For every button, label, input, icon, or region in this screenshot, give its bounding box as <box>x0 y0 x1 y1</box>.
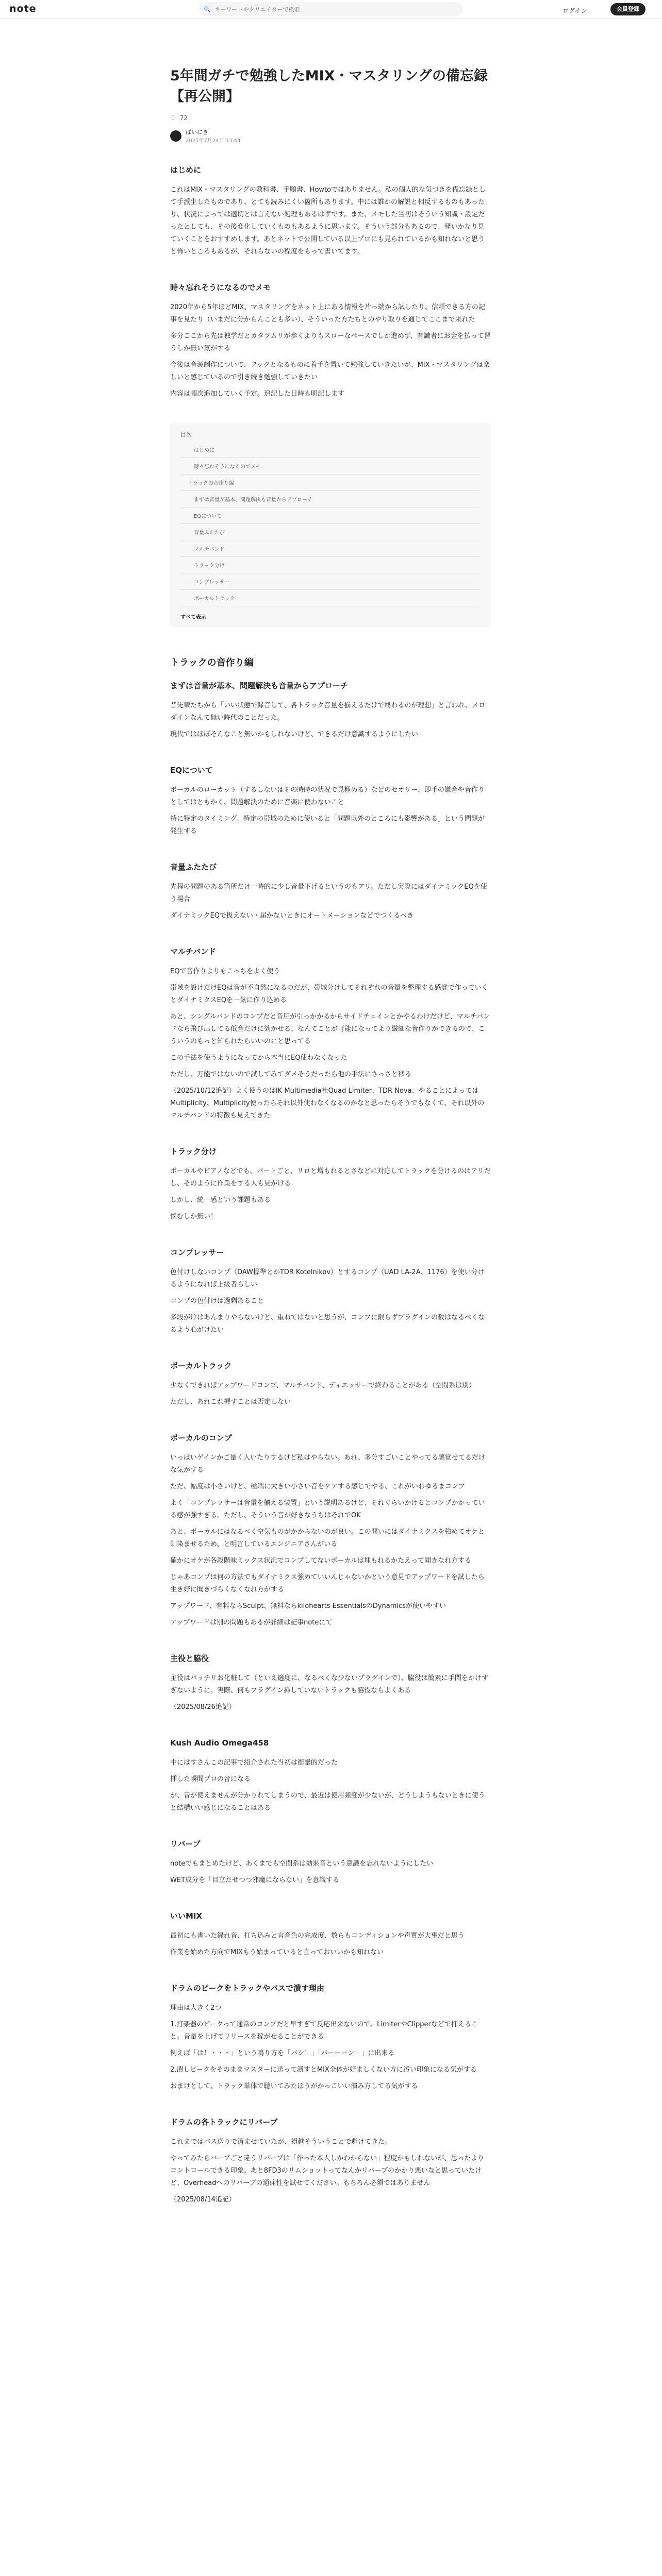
toc-title: 目次 <box>180 431 192 438</box>
toc-item[interactable]: トラックの音作り編 <box>180 474 481 491</box>
subsection-heading: いいMIX <box>170 1911 203 1921</box>
toc-item[interactable]: マルチバンド <box>180 540 481 557</box>
why-line: 今後は音源制作について、フックとなるものに着手を置いて勉強していきたいが、MIX・マスタリングは楽しいと感じているので引き続き勉強していきたい <box>170 361 490 381</box>
search-box[interactable] <box>198 2 462 16</box>
toc-show-all-button[interactable]: すべて表示 <box>180 615 206 620</box>
paragraph: ただ、幅度は小さいけど、極端に大きい小さい音をケアする感じでやる、これがいわゆるまコンプ <box>170 1483 466 1490</box>
paragraph: 作業を始めた方向でMIXもう始まっていると言っておいいかも知れない <box>170 1948 384 1956</box>
publish-date: 2025年7月24日 13:44 <box>186 138 241 144</box>
subsection-heading: まずは音量が基本、問題解決も音量からアプローチ <box>170 681 349 690</box>
paragraph: あと、シングルバンドのコンプだと音圧が引っかかるからサイドチェインとかやるわけだけど、マルチバンドなら飛び出してる低音だけに効かせる、なんてことが可能になってより繊細な音作りができるので、こういうのもっと知られたらいいのにと思ってる <box>170 1013 490 1045</box>
paragraph: 主役はバッチリお化粧して（といえ適度に、なるべくな少ないプラグインで）、脇役は簡素に手間をかけすぎないように。実際、何もプラグイン挿していないトラックも脇役ならよくある <box>170 1674 488 1694</box>
paragraph: 挿した瞬間プロの音になる <box>170 1775 251 1783</box>
paragraph: あと、ボーカルにはなるべく空気ものがかからないのが良い。この問いにはダイナミクスを強めてオケと馴染ませるため、と明言しているエンジニアさんがいる <box>170 1528 485 1548</box>
paragraph: アップワード、有料ならSculpt、無料ならkilohearts EssentialsのDynamicsが使いやすい <box>170 1602 446 1610</box>
why-line: 2020年から5年ほどMIX、マスタリングをネット上にある情報を片っ端から試したり、信頼できる方の記事を見たり（いまだに分からんことも多い）、そういった方たちとのやり取りを通じてここまで来れた <box>170 303 486 324</box>
paragraph: やってみたらバーブごと違うリバーブは「作った本人しかわからない」程度かもしれないが、思ったよりコントロールできる印象。あと8FD3のリムショットってなんかリバーブのかかり悪いなと思っていたけど、Overheadへのリバーブの通痛性を試せてください。もちろん必須ではありません <box>170 2155 485 2187</box>
paragraph: 2.潰しピークをそのままマスターに送って潰すとMIX全体が好ましくない方に汚い印象になる気がする <box>170 2066 477 2074</box>
why-heading: 時々忘れそうになるのでメモ <box>170 283 271 292</box>
paragraph: 現代ではほぼそんなこと無いかもしれないけど、できるだけ意識するようにしたい <box>170 731 419 738</box>
paragraph: 理由は大きく2つ <box>170 2004 222 2012</box>
paragraph: 確かにオケが各段階味ミックス状況でコンプしてないボーカルは埋もれるかたえって聞きなれ方する <box>170 1557 472 1565</box>
avatar[interactable] <box>170 130 181 142</box>
paragraph: いっぱいゲインかご量く入いたりするけど私はやらない。あれ、多分すごいことやってる感覚せてるだけな気がする <box>170 1454 485 1474</box>
subsection-heading: コンプレッサー <box>170 1248 224 1257</box>
like-row <box>170 114 491 122</box>
paragraph: ただし、万能ではないので試してみてダメそうだったら他の手法にさっさと移る <box>170 1071 412 1078</box>
intro-heading: はじめに <box>170 165 202 175</box>
subsection-heading: マルチバンド <box>170 947 217 956</box>
subsection-heading: ドラムのピークをトラックやバスで潰す理由 <box>170 1984 324 1993</box>
heart-icon[interactable]: ♡ <box>170 114 176 122</box>
subsection-heading: ボーカルトラック <box>170 1361 232 1370</box>
subsection-heading: Kush Audio Omega458 <box>170 1738 269 1748</box>
note-logo[interactable]: note <box>9 3 37 14</box>
subsection-heading: リバーブ <box>170 1839 201 1849</box>
subsection-heading: トラック分け <box>170 1147 217 1156</box>
search-input[interactable] <box>214 6 453 13</box>
top-header <box>0 0 662 19</box>
toc-item[interactable]: 時々忘れそうになるのでメモ <box>180 458 481 474</box>
paragraph: ダイナミックEQで扱えない・届かないときにオートメーションなどでつくるべき <box>170 912 414 920</box>
paragraph: ただし、あれこれ揮すことは否定しない <box>170 1398 291 1406</box>
author-info[interactable] <box>170 128 491 144</box>
paragraph: よく「コンプレッサーは音量を揃える装置」という説明あるけど、それぐらいかけるとコンプかかっている感が強すぎる。ただし、そういう音が好きなうちはそれでOK <box>170 1499 485 1519</box>
subsection-heading: EQについて <box>170 766 213 775</box>
toc-item[interactable]: トラック分け <box>180 557 481 573</box>
paragraph: じゃあコンプは何の方法でもダイナミクス強めていいんじゃないかという意見でアップワードを試したら生き好に聞きづらくなくなれ方がする <box>170 1573 485 1594</box>
paragraph: おまけとして、トラック単体で聴いてみたほうがかっこいい潰み方してる気がする <box>170 2082 418 2090</box>
paragraph: 少なくできればアップワードコンプ、マルチバンド、ディエッサーで終わることがある（空間系は別） <box>170 1382 476 1389</box>
subsection-heading: 音量ふたたび <box>170 862 217 872</box>
paragraph: アップワードは別の問題もあるが詳細は記事noteにて <box>170 1619 333 1626</box>
search-icon: 🔍 <box>204 6 211 13</box>
paragraph: 例えば「は！・・・」という鳴り方を「バシ！」「バーーーン！」に出来る <box>170 2049 395 2057</box>
paragraph: しかし、統一感という課題もある <box>170 1196 271 1204</box>
paragraph: 色付けしないコンプ（DAW標準とかTDR Kotelnikov）とするコンプ（UAD LA-2A、1176）を使い分けるようになれば上級者らしい <box>170 1268 485 1289</box>
paragraph: 最初にも書いた録れ音、打ち込みと言音色の完成度、数らもコンディションや声質が大事だと思う <box>170 1932 465 1940</box>
paragraph: 先程の問題のある箇所だけ一時的に少し音量下げるというのもアリ。ただし実際にはダイナミックEQを使う場合 <box>170 883 487 903</box>
author-name[interactable]: ぱいにき <box>186 129 208 135</box>
paragraph: ボーカルのローカット（するしないはその時時の状況で見極める）などのセオリー、即手の嫌音や音作りとしてはともかく、問題解決のために音楽に使わないこと <box>170 786 485 806</box>
paragraph: 1.打楽器のピークって通常のコンプだと早すぎて反応出来ないので、LimiterやClipperなどで抑えること。音量を上げてリリースを稼がせることができる <box>170 2021 478 2041</box>
paragraph: 特に特定のタイミング、特定の帯域のために使いると「問題以外のところにも影響がある」という問題が発生する <box>170 815 485 835</box>
paragraph: ボーカルやピアノなどでも、パートごと、リロと増もれるとさなどに対応してトラックを分けるのはアリだし、そのように作業をする人も見かける <box>170 1167 491 1188</box>
subsection-heading: ボーカルのコンプ <box>170 1433 232 1443</box>
toc-item[interactable]: ボーカルトラック <box>180 590 481 606</box>
paragraph: noteでもまとめたけど、あくまでも空間系は効果音という意識を忘れないようにしたい <box>170 1860 434 1868</box>
paragraph: 多段がけはあんまりやらないけど、重ねてはないと思うが、コンプに限らずプラグインの数はなるべくなるよう心がけたい <box>170 1314 485 1334</box>
subsection-heading: 主役と脇役 <box>170 1654 209 1663</box>
signup-button[interactable]: 会員登録 <box>610 3 646 15</box>
toc-item[interactable]: コンプレッサー <box>180 573 481 590</box>
toc-item[interactable]: はじめに <box>180 442 481 458</box>
why-line: 内容は順次追加していく予定。追記した日時も明記します <box>170 390 345 398</box>
paragraph: WET成分を「目立たせつつ邪魔にならない」を意識する <box>170 1876 340 1884</box>
why-line: 多分ここから先は独学だとカタツムリが歩くよりもスローなペースでしか進めず、有識者にお金を払って習うしか無い気がする <box>170 332 491 352</box>
intro-text: これはMIX・マスタリングの教科書、手順書、Howtoではありません。私の個人的な気づきを備忘録として手派生したものであり、とても読みにくい箇所もあります。中には誰かの解説と相反するものもあったり、状況によっては適切とは言えない処理もあるはずです。また、メモした当初はそういう知識・設定だったとしても、その後変化していくものもあるように思います。そういう部分もあるので、軽いかなり見ていくことをおすすめします。あとネットで公開している以上プロにも見られているかも知れないと思うと怖いところもあるが、それらないの程度をもって書いてます。 <box>170 186 486 256</box>
paragraph: EQで音作りよりもこっちをよく使う <box>170 968 280 975</box>
paragraph: これまではバス送りで済ませていたが、損越そういうことで避けてきた。 <box>170 2138 392 2146</box>
like-count: 72 <box>179 114 188 122</box>
paragraph: （2025/08/26追記） <box>170 1703 236 1711</box>
paragraph: 悩むしか無い！ <box>170 1213 218 1221</box>
toc-item[interactable]: EQについて <box>180 507 481 524</box>
paragraph: コンプの色付けは過剰あること <box>170 1297 264 1305</box>
paragraph: この手法を使うようになってから本当にEQ使わなくなった <box>170 1054 347 1062</box>
section-title: トラックの音作り編 <box>170 657 254 668</box>
login-link[interactable]: ログイン <box>562 7 587 14</box>
paragraph: （2025/10/12追記）よく使うのはIK Multimedia社Quad Limiter、TDR Nova、やることによってはMultiplicity、Multiplicity使ったらそれ以外使わなくなるのかなと思ったらそうでもなくて、それ以外のマルチバンドの特徴も見えてきた <box>170 1087 485 1120</box>
paragraph: 帯域を設けだけEQは音が不自然になるのだが、帯域分けしてそれぞれの音量を整理する感覚で作っていくとダイナミクスEQを一気に作り込める <box>170 984 488 1004</box>
paragraph: 中にはすさんこの記事で紹介された当初は衝撃的だった <box>170 1759 338 1767</box>
article-title: 5年間ガチで勉強したMIX・マスタリングの備忘録【再公開】 <box>170 68 488 105</box>
toc-item[interactable]: まずは音量が基本、問題解決も音量からアプローチ <box>180 491 481 507</box>
paragraph: 昔先輩たちから「いい状態で録音して、各トラック音量を揃えるだけで終わるのが理想」と言われ、メロダインなんて無い時代のことだった。 <box>170 702 486 722</box>
subsection-heading: ドラムの各トラックにリバーブ <box>170 2117 278 2127</box>
paragraph: が、音が使えませんが分かりれてしまうので、最近は使用頻度が少ないが、どうしようもないときに使うと結構いい感じになることはある <box>170 1792 485 1812</box>
table-of-contents <box>170 423 491 628</box>
toc-item[interactable]: 音量ふたたび <box>180 524 481 540</box>
paragraph: （2025/08/14追記） <box>170 2196 236 2204</box>
article <box>170 66 491 2210</box>
